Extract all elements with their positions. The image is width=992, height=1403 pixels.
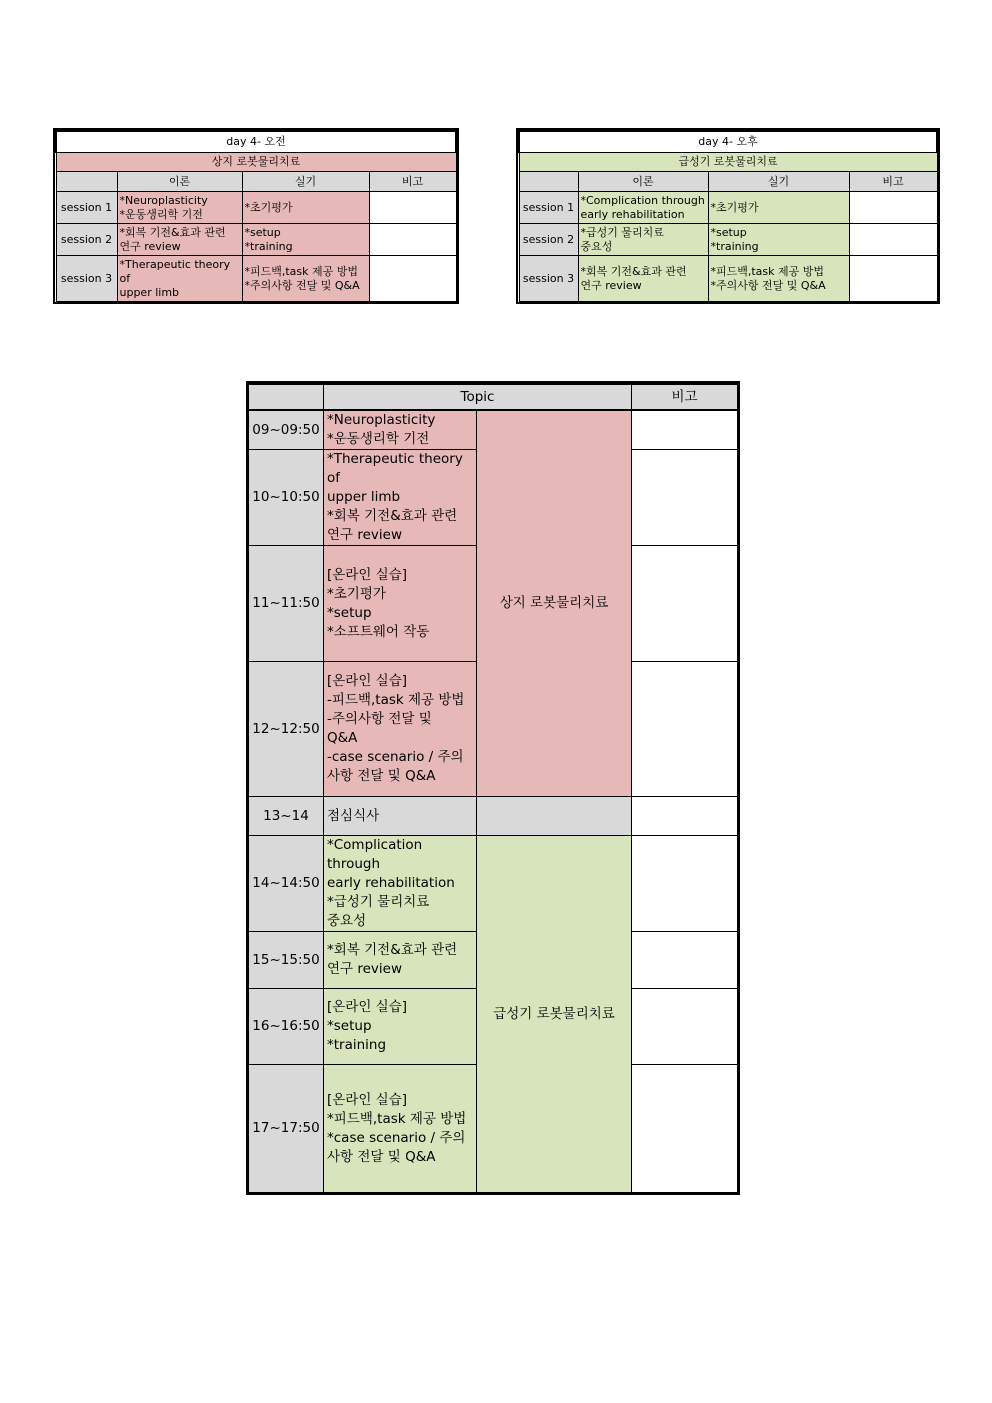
pm-theory-cell: *Complication through early rehabilitation — [578, 192, 708, 224]
upper-limb-block-label: 상지 로봇물리치료 — [477, 410, 632, 797]
time-slot: 16~16:50 — [249, 989, 324, 1065]
am-session-label: session 3 — [56, 256, 117, 302]
session-content: [온라인 실습] -피드백,task 제공 방법 -주의사항 전달 및 Q&A -case scenario / 주의 사항 전달 및 Q&A — [324, 662, 477, 797]
am-session-table — [55, 130, 457, 302]
pm-header-practice: 실기 — [708, 172, 849, 192]
session-content: *Therapeutic theory of upper limb *회복 기전&효과 관련 연구 review — [324, 450, 477, 546]
note-cell — [632, 797, 738, 836]
note-cell — [632, 410, 738, 450]
am-theory-cell: *Therapeutic theory of upper limb — [117, 256, 242, 302]
am-practice-cell: *피드백,task 제공 방법 *주의사항 전달 및 Q&A — [242, 256, 369, 302]
note-cell — [632, 1065, 738, 1193]
session-content: [온라인 실습] *피드백,task 제공 방법 *case scenario / 주의 사항 전달 및 Q&A — [324, 1065, 477, 1193]
pm-note-cell — [849, 192, 937, 224]
lunch-content: 점심식사 — [324, 797, 477, 836]
pm-theory-cell: *급성기 물리치료 중요성 — [578, 224, 708, 256]
pm-practice-cell: *초기평가 — [708, 192, 849, 224]
note-cell — [632, 932, 738, 989]
session-content: [온라인 실습] *초기평가 *setup *소프트웨어 작동 — [324, 546, 477, 662]
pm-header-blank — [519, 172, 578, 192]
pm-session-label: session 3 — [519, 256, 578, 302]
time-slot: 12~12:50 — [249, 662, 324, 797]
note-cell — [632, 662, 738, 797]
time-slot: 14~14:50 — [249, 836, 324, 932]
am-theory-cell: *Neuroplasticity *운동생리학 기전 — [117, 192, 242, 224]
time-slot: 13~14 — [249, 797, 324, 836]
pm-theory-cell: *회복 기전&효과 관련 연구 review — [578, 256, 708, 302]
pm-practice-cell: *setup *training — [708, 224, 849, 256]
am-table-title: day 4- 오전 — [56, 131, 456, 153]
time-slot: 15~15:50 — [249, 932, 324, 989]
am-practice-cell: *setup *training — [242, 224, 369, 256]
session-content: *Complication through early rehabilitation *급성기 물리치료 중요성 — [324, 836, 477, 932]
pm-header-theory: 이론 — [578, 172, 708, 192]
schedule-header-topic: Topic — [324, 384, 632, 410]
pm-session-table — [518, 130, 938, 302]
am-header-practice: 실기 — [242, 172, 369, 192]
pm-table-title: day 4- 오후 — [519, 131, 937, 153]
pm-note-cell — [849, 256, 937, 302]
am-session-label: session 1 — [56, 192, 117, 224]
pm-topic-band: 급성기 로봇물리치료 — [519, 153, 937, 172]
time-slot: 10~10:50 — [249, 450, 324, 546]
note-cell — [632, 546, 738, 662]
am-note-cell — [369, 256, 456, 302]
am-note-cell — [369, 192, 456, 224]
time-slot: 17~17:50 — [249, 1065, 324, 1193]
session-content: *Neuroplasticity *운동생리학 기전 — [324, 410, 477, 450]
note-cell — [632, 836, 738, 932]
day-schedule-table — [248, 383, 738, 1193]
pm-header-note: 비고 — [849, 172, 937, 192]
am-header-blank — [56, 172, 117, 192]
schedule-header-note: 비고 — [632, 384, 738, 410]
schedule-header-time — [249, 384, 324, 410]
time-slot: 11~11:50 — [249, 546, 324, 662]
pm-practice-cell: *피드백,task 제공 방법 *주의사항 전달 및 Q&A — [708, 256, 849, 302]
acute-block-label: 급성기 로봇물리치료 — [477, 836, 632, 1193]
am-header-theory: 이론 — [117, 172, 242, 192]
pm-note-cell — [849, 224, 937, 256]
am-session-label: session 2 — [56, 224, 117, 256]
note-cell — [632, 450, 738, 546]
session-content: [온라인 실습] *setup *training — [324, 989, 477, 1065]
note-cell — [632, 989, 738, 1065]
session-content: *회복 기전&효과 관련 연구 review — [324, 932, 477, 989]
time-slot: 09~09:50 — [249, 410, 324, 450]
am-note-cell — [369, 224, 456, 256]
am-theory-cell: *회복 기전&효과 관련 연구 review — [117, 224, 242, 256]
lunch-block — [477, 797, 632, 836]
am-header-note: 비고 — [369, 172, 456, 192]
am-topic-band: 상지 로봇물리치료 — [56, 153, 456, 172]
am-practice-cell: *초기평가 — [242, 192, 369, 224]
pm-session-label: session 1 — [519, 192, 578, 224]
pm-session-label: session 2 — [519, 224, 578, 256]
